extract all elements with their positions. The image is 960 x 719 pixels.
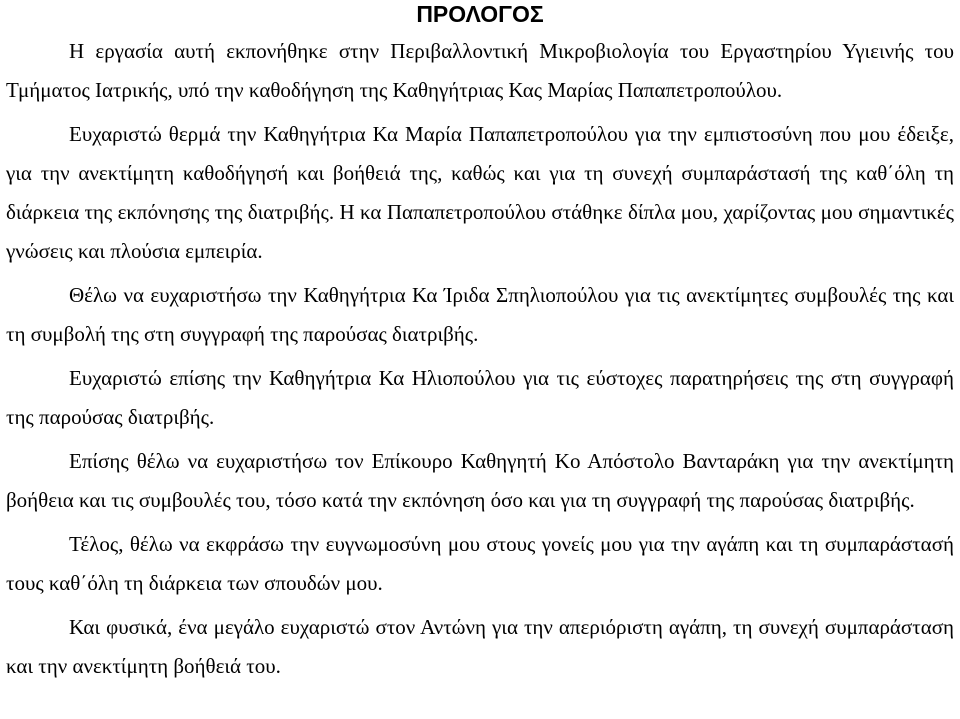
paragraph-7: Και φυσικά, ένα μεγάλο ευχαριστώ στον Αντώνη για την απεριόριστη αγάπη, τη συνεχή συμπαράσταση και την ανεκτίμητη βοήθειά του. <box>6 615 954 678</box>
paragraph-5: Επίσης θέλω να ευχαριστήσω τον Επίκουρο Καθηγητή Κο Απόστολο Βανταράκη για την ανεκτίμητη βοήθεια και τις συμβουλές του, τόσο κατά την εκπόνηση όσο και για τη συγγραφή της παρούσας διατριβής. <box>6 449 954 512</box>
paragraph-3: Θέλω να ευχαριστήσω την Καθηγήτρια Κα Ίριδα Σπηλιοπούλου για τις ανεκτίμητες συμβουλές της και τη συμβολή της στη συγγραφή της παρούσας διατριβής. <box>6 283 954 346</box>
page-title: ΠΡΟΛΟΓΟΣ <box>416 1 544 27</box>
paragraph-1: Η εργασία αυτή εκπονήθηκε στην Περιβαλλοντική Μικροβιολογία του Εργαστηρίου Υγιεινής του Τμήματος Ιατρικής, υπό την καθοδήγηση της Καθηγήτριας Κας Μαρίας Παπαπετροπούλου. <box>6 39 954 102</box>
paragraph-6: Τέλος, θέλω να εκφράσω την ευγνωμοσύνη μου στους γονείς μου για την αγάπη και τη συμπαράστασή τους καθ΄όλη τη διάρκεια των σπουδών μου. <box>6 532 954 595</box>
paragraph-4: Ευχαριστώ επίσης την Καθηγήτρια Κα Ηλιοπούλου για τις εύστοχες παρατηρήσεις της στη συγγραφή της παρούσας διατριβής. <box>6 366 954 429</box>
paragraph-2: Ευχαριστώ θερμά την Καθηγήτρια Κα Μαρία Παπαπετροπούλου για την εμπιστοσύνη που μου έδειξε, για την ανεκτίμητη καθοδήγησή και βοήθειά της, καθώς και για τη συνεχή συμπαράστασή της καθ΄όλη τη διάρκεια της εκπόνησης της διατριβής. Η κα Παπαπετροπούλου στάθηκε δίπλα μου, χαρίζοντας μου σημαντικές γνώσεις και πλούσια εμπειρία. <box>6 122 954 263</box>
